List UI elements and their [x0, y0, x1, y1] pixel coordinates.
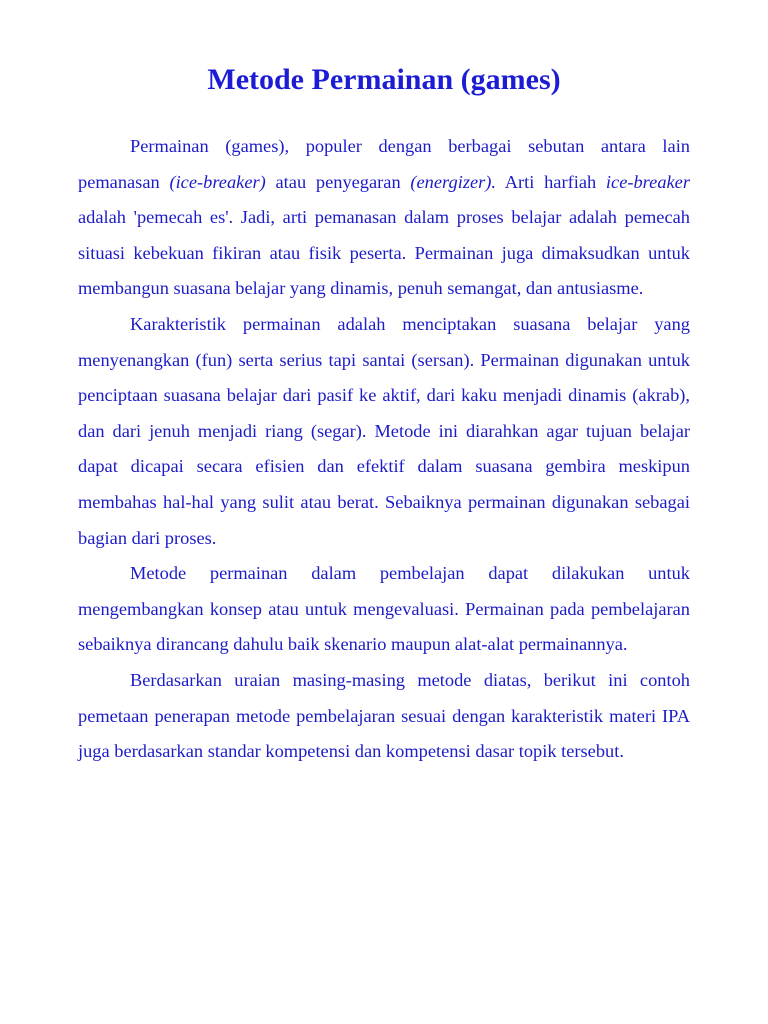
text-run: Karakteristik permainan adalah menciptakan suasana belajar yang menyenangkan (fun) serta serius tapi santai (sersan). Permainan digunakan untuk penciptaan suasana belajar dari pasif ke aktif, dari kaku menjadi dinamis (akrab), dan dari jenuh menjadi riang (segar). Metode ini diarahkan agar tujuan belajar dapat dicapai secara efisien dan efektif dalam suasana gembira meskipun membahas hal-hal yang sulit atau berat. Sebaiknya permainan digunakan sebagai bagian dari proses. [78, 313, 690, 548]
text-run: Permainan (games), populer dengan berbagai sebutan antara lain pemanasan [78, 136, 690, 192]
italic-term: ice-breaker [605, 171, 690, 192]
paragraph-2 [78, 307, 690, 556]
document-body [78, 129, 690, 770]
text-run: atau penyegaran [265, 171, 411, 192]
text-run: Metode permainan dalam pembelajan dapat dilakukan untuk mengembangkan konsep atau untuk mengevaluasi. Permainan pada pembelajaran sebaiknya dirancang dahulu baik skenario maupun alat-alat permainannya. [78, 563, 690, 655]
paragraph-4 [78, 663, 690, 770]
paragraph-1 [78, 129, 690, 307]
text-run: adalah 'pemecah es'. Jadi, arti pemanasan dalam proses belajar adalah pemecah situasi kebekuan fikiran atau fisik peserta. Permainan juga dimaksudkan untuk membangun suasana belajar yang dinamis, penuh semangat, dan antusiasme. [78, 207, 690, 299]
page-title: Metode Permainan (games) [207, 63, 561, 96]
italic-term: (energizer). [410, 171, 497, 192]
italic-term: (ice-breaker) [169, 171, 266, 192]
paragraph-3 [78, 556, 690, 663]
text-run: Berdasarkan uraian masing-masing metode diatas, berikut ini contoh pemetaan penerapan metode pembelajaran sesuai dengan karakteristik materi IPA juga berdasarkan standar kompetensi dan kompetensi dasar topik tersebut. [78, 669, 690, 762]
text-run: Arti harfiah [496, 171, 606, 192]
